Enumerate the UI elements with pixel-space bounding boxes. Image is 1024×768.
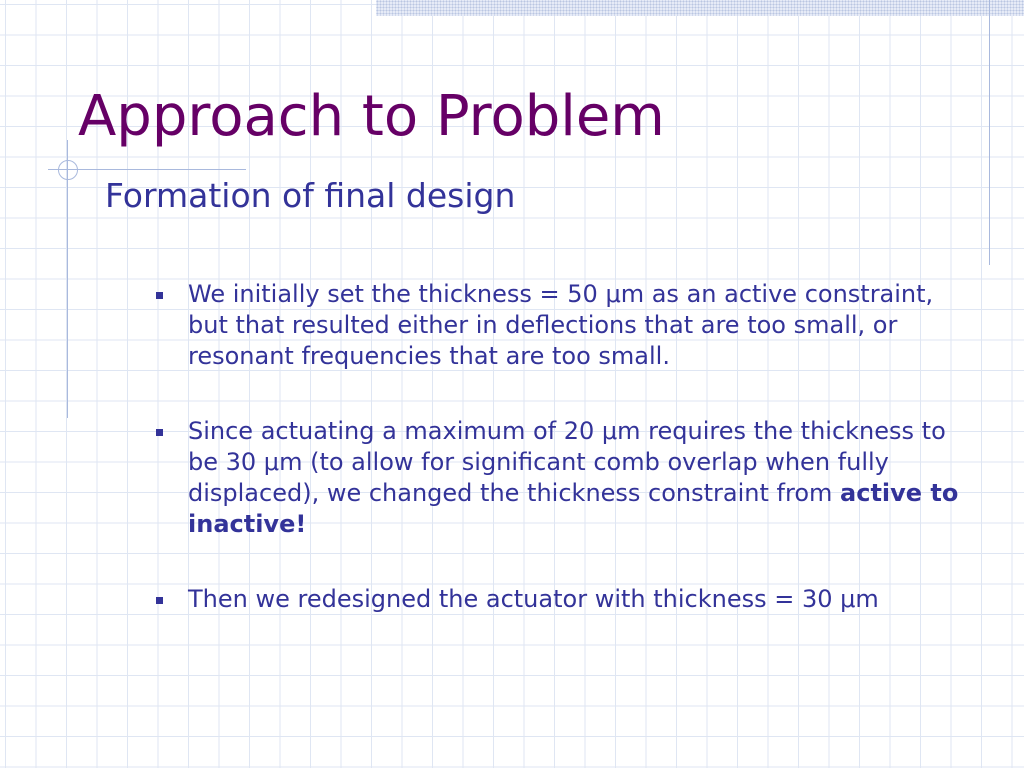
rule-junction-circle — [58, 160, 78, 180]
square-bullet-icon — [156, 292, 163, 299]
bullet-emphasis: active to inactive! — [188, 479, 959, 538]
slide-title: Approach to Problem — [78, 84, 665, 149]
right-vertical-rule — [989, 0, 990, 265]
bullet-item — [154, 416, 964, 540]
bullet-list — [154, 279, 964, 615]
bullet-text: Then we redesigned the actuator with thickness = 30 μm — [188, 585, 879, 613]
bullet-text: Since actuating a maximum of 20 μm requires the thickness to be 30 μm (to allow for significant comb overlap when fully displaced), we changed the thickness constraint from — [188, 417, 946, 507]
left-vertical-rule — [67, 140, 68, 418]
slide-subtitle: Formation of final design — [105, 176, 516, 215]
bullet-item — [154, 279, 964, 372]
square-bullet-icon — [156, 429, 163, 436]
square-bullet-icon — [156, 597, 163, 604]
top-decorative-band — [376, 0, 1024, 16]
bullet-text: We initially set the thickness = 50 μm as an active constraint, but that resulted either in deflections that are too small, or resonant frequencies that are too small. — [188, 280, 934, 370]
bullet-item — [154, 584, 964, 615]
